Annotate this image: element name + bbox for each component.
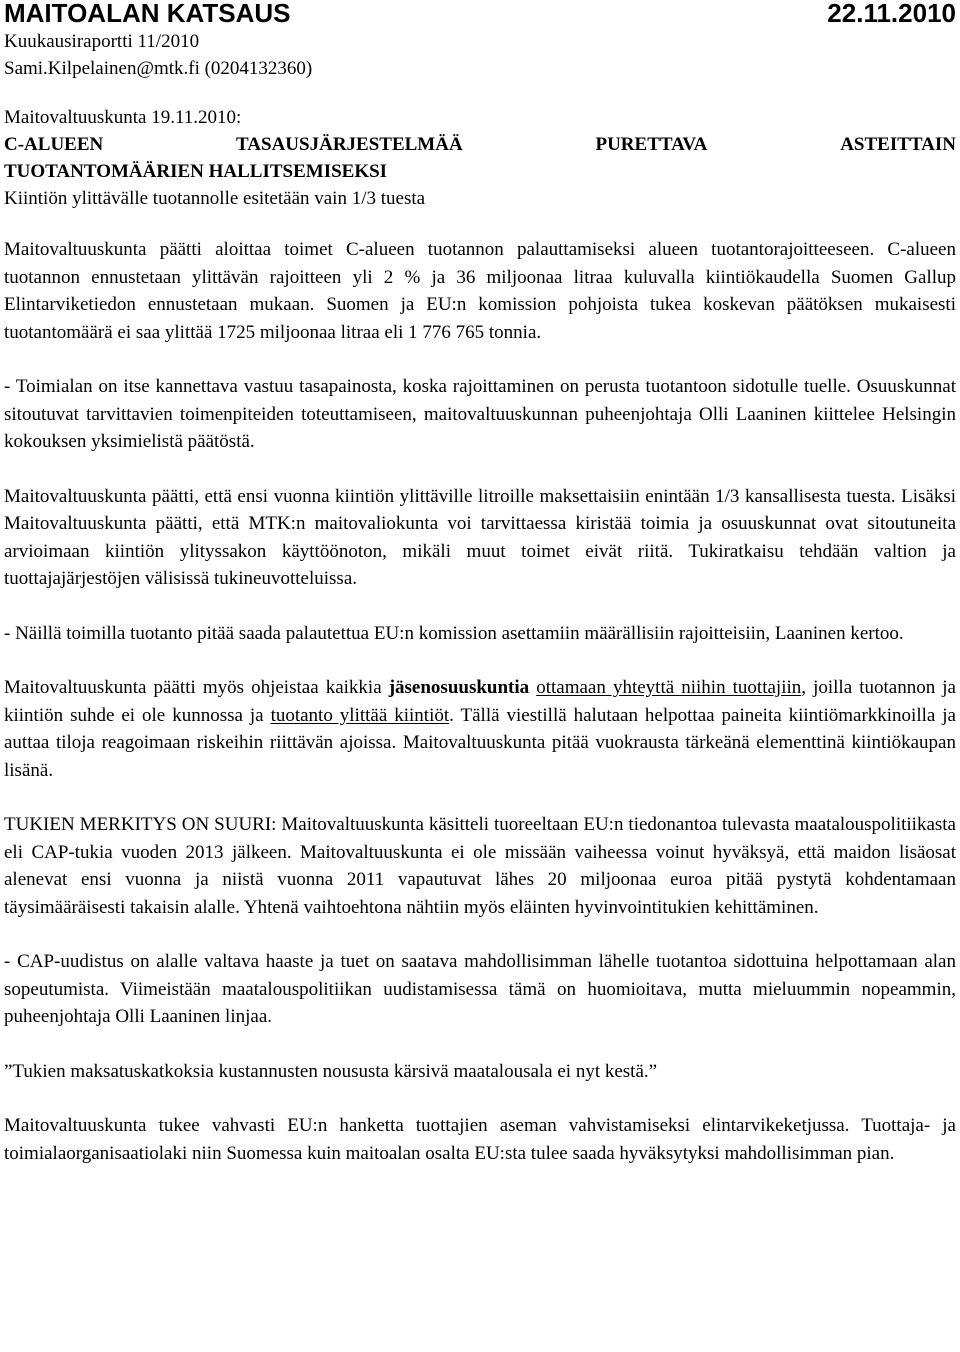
paragraph: TUKIEN MERKITYS ON SUURI: Maitovaltuuskunta käsitteli tuoreeltaan EU:n tiedonantoa tulevasta maatalouspolitiikasta eli CAP-tukia vuoden 2013 jälkeen. Maitovaltuuskunta ei ole missään vaiheessa voinut hyväksyä, että maidon lisäosat alenevat ensi vuonna ja niistä vuonna 2011 vapautuvat lähes 20 miljoonaa euroa pitää pystytä kohdentamaan täysimääräisesti takaisin alalle. Yhtenä vaihtoehtona nähtiin myös eläinten hyvinvointitukien kehittäminen.: [4, 814, 956, 918]
title-word: C-ALUEEN: [4, 134, 104, 155]
contact-info: Sami.Kilpelainen@mtk.fi (0204132360): [4, 58, 313, 79]
text-run: . Tällä viestillä halutaan helpottaa paineita kiintiömarkkinoilla ja auttaa tiloja reagoimaan riskeihin riittävän ajoissa. Maitovaltuuskunta pitää vuokrausta tärkeänä elementtinä kiintiökaupan lisänä.: [4, 704, 956, 781]
paragraph: - Näillä toimilla tuotanto pitää saada palautettua EU:n komission asettamiin määrällisiin rajoitteisiin, Laaninen kertoo.: [4, 622, 904, 644]
masthead-row: [4, 0, 956, 28]
paragraph-with-emphasis: [4, 674, 956, 784]
article-lead: Kiintiön ylittävälle tuotannolle esitetään vain 1/3 tuesta: [4, 188, 426, 209]
quote-paragraph: ”Tukien maksatuskatkoksia kustannusten noususta kärsivä maatalousala ei nyt kestä.”: [4, 1060, 658, 1082]
article-sender: Maitovaltuuskunta 19.11.2010:: [4, 107, 242, 128]
emphasis-underline: ottamaan yhteyttä niihin tuottajiin: [536, 677, 802, 698]
article-title-line-2: TUOTANTOMÄÄRIEN HALLITSEMISEKSI: [4, 161, 388, 182]
article-title-line-1: [4, 131, 956, 158]
report-date: 22.11.2010: [827, 0, 956, 28]
masthead-title: MAITOALAN KATSAUS: [4, 0, 291, 28]
article-heading: [4, 104, 956, 212]
text-run: , joilla tuotannon ja kiintiön suhde ei ole kunnossa ja: [4, 677, 956, 726]
paragraph: - Toimialan on itse kannettava vastuu tasapainosta, koska rajoittaminen on perusta tuotantoon sidotulle tuelle. Osuuskunnat sitoutuvat tarvittavien toimenpiteiden toteuttamiseen, maitovaltuuskunnan puheenjohtaja Olli Laaninen kiittelee Helsingin kokouksen yksimielistä päätöstä.: [4, 376, 956, 452]
paragraph: Maitovaltuuskunta päätti, että ensi vuonna kiintiön ylittäville litroille maksettaisiin enintään 1/3 kansallisesta tuesta. Lisäksi Maitovaltuuskunta päätti, että MTK:n maitovaliokunta voi tarvittaessa kiristää toimia ja osuuskunnat ovat sitoutuneita arvioimaan kiintiön ylityssakon käyttöönoton, mikäli muut toimet eivät riitä. Tukiratkaisu tehdään valtion ja tuottajajärjestöjen välisissä tukineuvotteluissa.: [4, 485, 956, 589]
emphasis-underline: tuotanto ylittää kiintiöt: [270, 704, 450, 726]
text-run: Maitovaltuuskunta päätti myös ohjeistaa kaikkia: [4, 677, 389, 698]
paragraph: - CAP-uudistus on alalle valtava haaste ja tuet on saatava mahdollisimman lähelle tuotantoa sidottuina helpottamaan alan sopeutumista. Viimeistään maatalouspolitiikan uudistamisessa tämä on huomioitava, mutta mieluummin nopeammin, puheenjohtaja Olli Laaninen linjaa.: [4, 951, 956, 1027]
title-word: ASTEITTAIN: [840, 134, 956, 155]
title-word: TASAUSJÄRJESTELMÄÄ: [236, 134, 463, 155]
title-word: PURETTAVA: [595, 134, 708, 155]
report-subtitle: Kuukausiraportti 11/2010: [4, 31, 200, 52]
article-body: [4, 236, 956, 1167]
emphasis-bold: jäsenosuuskuntia: [388, 677, 530, 698]
paragraph: Maitovaltuuskunta tukee vahvasti EU:n hanketta tuottajien aseman vahvistamiseksi elintarvikeketjussa. Tuottaja- ja toimialaorganisaatiolaki niin Suomessa kuin maitoalan osalta EU:sta tulee saada hyväksytyksi mahdollisimman pian.: [4, 1115, 956, 1164]
paragraph: Maitovaltuuskunta päätti aloittaa toimet C-alueen tuotannon palauttamiseksi alueen tuotantorajoitteeseen. C-alueen tuotannon ennustetaan ylittävän rajoitteen yli 2 % ja 36 miljoonaa litraa kuluvalla kiintiökaudella Suomen Gallup Elintarviketiedon ennustetaan mukaan. Suomen ja EU:n komission pohjoista tukea koskevan päätöksen mukaisesti tuotantomäärä ei saa ylittää 1725 miljoonaa litraa eli 1 776 765 tonnia.: [4, 239, 956, 343]
document-page: [4, 0, 956, 1167]
